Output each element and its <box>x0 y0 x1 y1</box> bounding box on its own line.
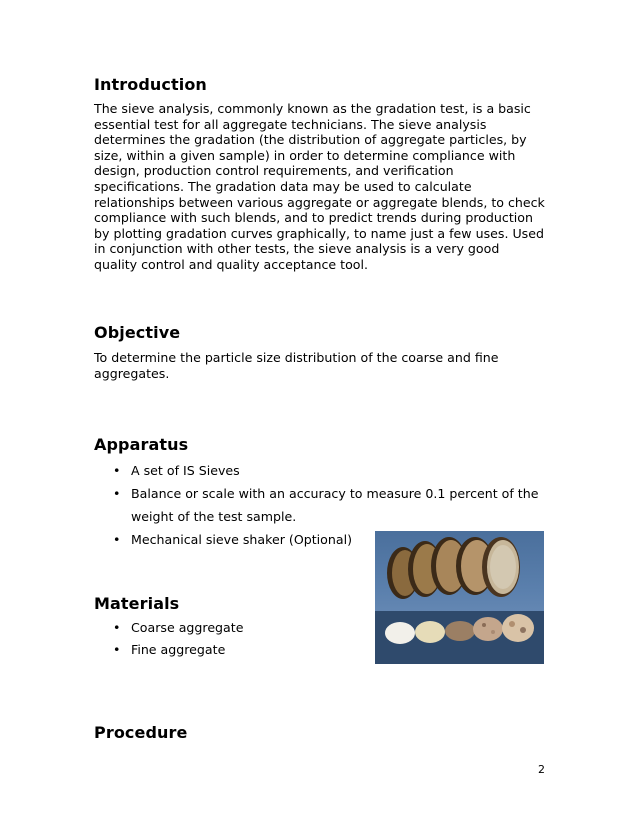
objective-paragraph <box>94 350 554 381</box>
list-item-continuation <box>94 509 554 532</box>
page-number: 2 <box>538 763 545 776</box>
apparatus-item-text: A set of IS Sieves <box>131 463 240 478</box>
intro-line: determines the gradation (the distribution of aggregate particles, by <box>94 132 527 148</box>
intro-line: quality control and quality acceptance tool. <box>94 256 368 272</box>
list-item <box>94 620 354 642</box>
apparatus-item-text: weight of the test sample. <box>131 509 297 524</box>
objective-line: To determine the particle size distribution of the coarse and fine <box>94 350 499 365</box>
intro-line: size, within a given sample) in order to determine compliance with <box>94 147 516 163</box>
list-item <box>94 642 354 664</box>
sieves-photo <box>375 531 544 664</box>
apparatus-item-text: Mechanical sieve shaker (Optional) <box>131 532 352 547</box>
procedure-heading: Procedure <box>94 723 188 742</box>
list-item <box>94 463 554 486</box>
materials-list <box>94 620 354 664</box>
materials-item-text: Coarse aggregate <box>131 620 244 635</box>
intro-line: compliance with such blends, and to predict trends during production <box>94 210 533 226</box>
intro-line: The sieve analysis, commonly known as the gradation test, is a basic <box>94 101 531 116</box>
materials-item-text: Fine aggregate <box>131 642 226 657</box>
intro-line: by plotting gradation curves graphically, to name just a few uses. Used <box>94 225 544 241</box>
introduction-paragraph <box>94 101 554 273</box>
intro-line: specifications. The gradation data may be used to calculate <box>94 178 472 194</box>
intro-line: relationships between various aggregate or aggregate blends, to check <box>94 194 545 210</box>
apparatus-item-text: Balance or scale with an accuracy to measure 0.1 percent of the <box>131 486 539 501</box>
introduction-heading: Introduction <box>94 75 207 94</box>
intro-line: in conjunction with other tests, the sieve analysis is a very good <box>94 241 500 257</box>
list-item <box>94 486 554 509</box>
intro-line: essential test for all aggregate technicians. The sieve analysis <box>94 116 487 132</box>
intro-line: design, production control requirements, and verification <box>94 163 454 179</box>
materials-heading: Materials <box>94 594 180 613</box>
objective-heading: Objective <box>94 323 181 342</box>
objective-line: aggregates. <box>94 365 170 381</box>
sieves-and-aggregates-icon <box>375 531 544 664</box>
apparatus-heading: Apparatus <box>94 435 189 454</box>
